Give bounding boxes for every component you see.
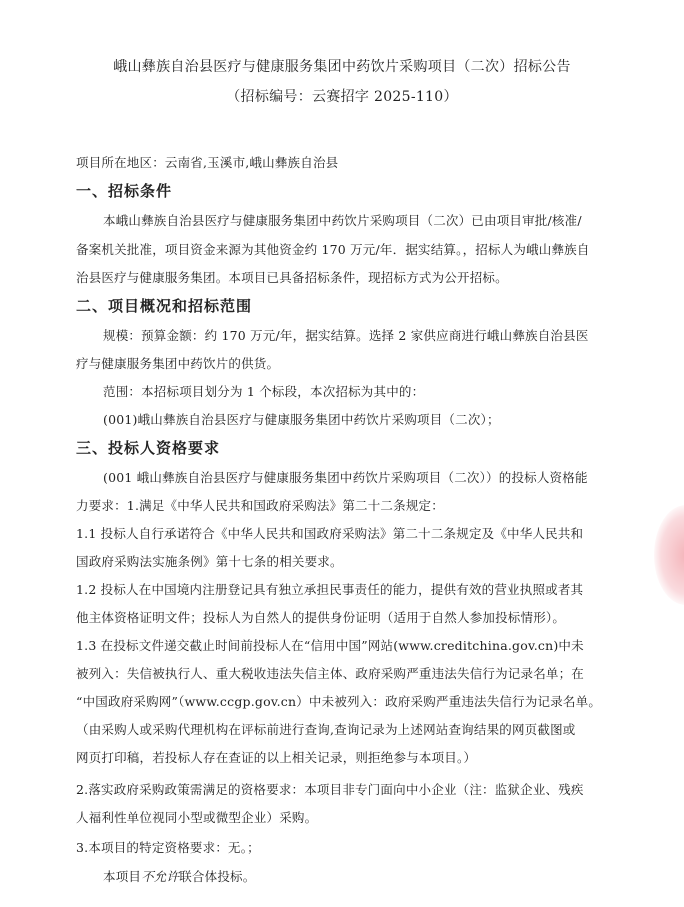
paragraph-line: 备案机关批准，项目资金来源为其他资金约 170 万元/年．据实结算。，招标人为峨山彝族自: [76, 242, 590, 257]
paragraph-line: “中国政府采购网”（www.ccgp.gov.cn）中未被列入：政府采购严重违法失信行为记录名单。: [76, 694, 602, 709]
paragraph-line: 国政府采购法实施条例》第十七条的相关要求。: [76, 554, 343, 569]
paragraph-line: 1.2 投标人在中国境内注册登记具有独立承担民事责任的能力，提供有效的营业执照或者其: [76, 582, 584, 597]
paragraph-line: 2.落实政府采购政策需满足的资格要求：本项目非专门面向中小企业（注：监狱企业、残疾: [76, 782, 584, 797]
paragraph-line: 范围：本招标项目划分为 1 个标段，本次招标为其中的：: [103, 384, 425, 399]
section-heading-1: 一、招标条件: [76, 182, 173, 200]
paragraph-line: (001 峨山彝族自治县医疗与健康服务集团中药饮片采购项目（二次））的投标人资格能: [103, 470, 588, 485]
tender-number: （招标编号：云赛招字 2025-110）: [226, 89, 458, 105]
paragraph-line: 本峨山彝族自治县医疗与健康服务集团中药饮片采购项目（二次）已由项目审批/核准/: [103, 213, 582, 228]
consortium-emphasis: 不允许: [141, 869, 180, 884]
paragraph-line: 被列入：失信被执行人、重大税收违法失信主体、政府采购严重违法失信行为记录名单；在: [76, 666, 585, 681]
paragraph-line: 力要求：1.满足《中华人民共和国政府采购法》第二十二条规定：: [76, 498, 444, 513]
consortium-prefix: 本项目: [103, 869, 142, 884]
paragraph-line: 疗与健康服务集团中药饮片的供货。: [76, 356, 280, 371]
paragraph-line: 人福利性单位视同小型或微型企业）采购。: [76, 810, 318, 825]
paragraph-line: 治县医疗与健康服务集团。本项目已具备招标条件，现招标方式为公开招标。: [76, 270, 508, 285]
document-title: 峨山彝族自治县医疗与健康服务集团中药饮片采购项目（二次）招标公告: [113, 59, 571, 75]
paragraph-line: 1.3 在投标文件递交截止时间前投标人在“信用中国”网站(www.creditchina.gov.cn)中未: [76, 638, 584, 653]
paragraph-line: 3.本项目的特定资格要求：无。；: [76, 840, 260, 855]
paragraph-line: (001)峨山彝族自治县医疗与健康服务集团中药饮片采购项目（二次）；: [103, 412, 500, 427]
paragraph-line: 网页打印稿，若投标人存在查证的以上相关记录，则拒绝参与本项目。）: [76, 750, 477, 765]
section-heading-3: 三、投标人资格要求: [76, 439, 221, 457]
section-heading-2: 二、项目概况和招标范围: [76, 297, 253, 315]
paragraph-line: 规模：预算金额：约 170 万元/年，据实结算。选择 2 家供应商进行峨山彝族自治县医: [103, 328, 589, 343]
paragraph-line: 1.1 投标人自行承诺符合《中华人民共和国政府采购法》第二十二条规定及《中华人民共和: [76, 526, 584, 541]
paragraph-line: （由采购人或采购代理机构在评标前进行查询,查询记录为上述网站查询结果的网页截图或: [76, 722, 576, 737]
consortium-line: [103, 867, 684, 885]
project-location: 项目所在地区：云南省,玉溪市,峨山彝族自治县: [76, 155, 339, 170]
paragraph-line: 他主体资格证明文件；投标人为自然人的提供身份证明（适用于自然人参加投标情形）。: [76, 610, 566, 625]
consortium-suffix: 联合体投标。: [179, 869, 256, 884]
